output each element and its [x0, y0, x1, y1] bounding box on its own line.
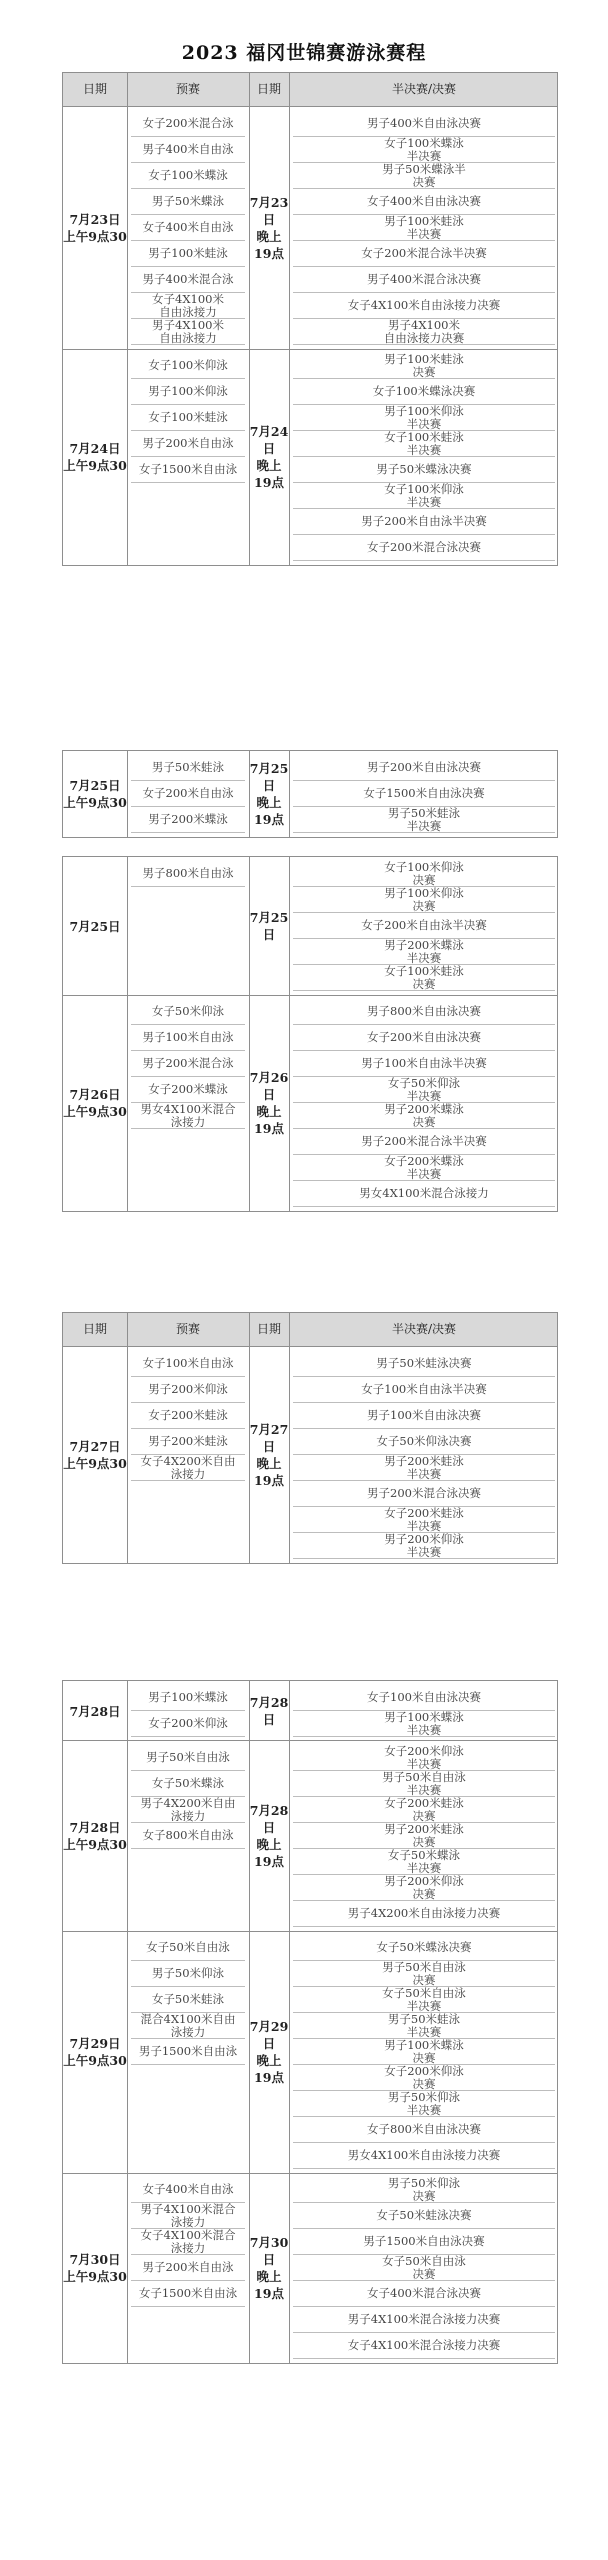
prelim-event: 男子50米蛙泳	[131, 755, 245, 781]
prelim-event: 女子1500米自由泳	[131, 2281, 245, 2307]
final-date-cell: 7月29日 晚上19点	[249, 2019, 289, 2085]
column-divider	[127, 73, 128, 565]
final-event: 女子4X100米自由泳接力决赛	[293, 293, 555, 319]
column-divider	[289, 857, 290, 1211]
final-event: 男子200米混合泳半决赛	[293, 1129, 555, 1155]
column-divider	[289, 751, 290, 837]
final-event: 男子50米蛙泳 半决赛	[293, 2013, 555, 2039]
final-event: 女子50米仰泳 半决赛	[293, 1077, 555, 1103]
final-event: 女子400米自由泳决赛	[293, 189, 555, 215]
schedule-table	[62, 72, 558, 566]
final-event: 女子200米自由泳决赛	[293, 1025, 555, 1051]
prelim-event: 男子50米自由泳	[131, 1745, 245, 1771]
final-event: 男子50米自由泳 半决赛	[293, 1771, 555, 1797]
section-divider	[63, 349, 557, 350]
header-final: 半决赛/决赛	[391, 82, 457, 96]
section-divider	[63, 995, 557, 996]
final-event: 男子100米蛙泳 半决赛	[293, 215, 555, 241]
final-event: 男子4X100米 自由泳接力决赛	[293, 319, 555, 345]
prelim-event: 男子4X200米自由 泳接力	[131, 1797, 245, 1823]
column-divider	[289, 1313, 290, 1563]
final-event: 女子50米蝶泳决赛	[293, 1935, 555, 1961]
final-event: 女子100米仰泳 决赛	[293, 861, 555, 887]
prelim-event: 女子1500米自由泳	[131, 457, 245, 483]
header-prelim: 预赛	[175, 82, 200, 96]
final-event: 男子50米仰泳 半决赛	[293, 2091, 555, 2117]
prelim-event: 女子4X100米混合 泳接力	[131, 2229, 245, 2255]
final-date-cell: 7月24日 晚上19点	[249, 424, 289, 490]
column-divider	[289, 1741, 290, 2363]
final-event: 男子200米蝶泳 半决赛	[293, 939, 555, 965]
final-event: 女子400米混合泳决赛	[293, 2281, 555, 2307]
header-date: 日期	[256, 1322, 281, 1336]
final-date-cell: 7月27日 晚上19点	[249, 1422, 289, 1488]
final-event: 男子1500米自由泳决赛	[293, 2229, 555, 2255]
final-event: 男子50米仰泳 决赛	[293, 2177, 555, 2203]
final-event: 男子100米蝶泳 半决赛	[293, 1711, 555, 1737]
final-event: 女子200米混合泳决赛	[293, 535, 555, 561]
final-date-cell: 7月28日	[249, 1695, 289, 1727]
final-event: 男子50米自由泳 决赛	[293, 1961, 555, 1987]
prelim-date-cell: 7月27日 上午9点30	[63, 1439, 127, 1471]
final-event: 女子200米自由泳半决赛	[293, 913, 555, 939]
prelim-date-cell: 7月29日 上午9点30	[63, 2036, 127, 2068]
prelim-event: 男子100米蛙泳	[131, 241, 245, 267]
page-title: 2023 福冈世锦赛游泳赛程	[181, 42, 427, 64]
final-event: 女子1500米自由泳决赛	[293, 781, 555, 807]
final-date-cell: 7月25日 晚上19点	[249, 761, 289, 827]
final-event: 男子50米蛙泳 半决赛	[293, 807, 555, 833]
column-divider	[249, 73, 250, 565]
prelim-event: 女子200米仰泳	[131, 1711, 245, 1737]
schedule-table	[62, 1312, 558, 1564]
final-date-cell: 7月23日 晚上19点	[249, 195, 289, 261]
prelim-event: 混合4X100米自由 泳接力	[131, 2013, 245, 2039]
final-event: 男子100米仰泳 决赛	[293, 887, 555, 913]
prelim-date-cell: 7月28日 上午9点30	[63, 1820, 127, 1852]
prelim-event: 男子800米自由泳	[131, 861, 245, 887]
prelim-event: 女子50米自由泳	[131, 1935, 245, 1961]
prelim-event: 男女4X100米混合 泳接力	[131, 1103, 245, 1129]
header-prelim: 预赛	[175, 1322, 200, 1336]
prelim-event: 女子100米自由泳	[131, 1351, 245, 1377]
final-event: 女子100米蝶泳决赛	[293, 379, 555, 405]
prelim-date-cell: 7月30日 上午9点30	[63, 2252, 127, 2284]
section-divider	[63, 1931, 557, 1932]
prelim-date-cell: 7月25日 上午9点30	[63, 778, 127, 810]
final-event: 男子100米仰泳 半决赛	[293, 405, 555, 431]
final-event: 男子200米自由泳决赛	[293, 755, 555, 781]
prelim-event: 女子100米蛙泳	[131, 405, 245, 431]
prelim-date-cell: 7月24日 上午9点30	[63, 441, 127, 473]
final-event: 男子200米蝶泳 决赛	[293, 1103, 555, 1129]
final-date-cell: 7月26日 晚上19点	[249, 1070, 289, 1136]
final-event: 男子4X100米混合泳接力决赛	[293, 2307, 555, 2333]
column-divider	[289, 1681, 290, 1741]
final-event: 女子50米自由泳 半决赛	[293, 1987, 555, 2013]
final-event: 男子4X200米自由泳接力决赛	[293, 1901, 555, 1927]
final-event: 女子800米自由泳决赛	[293, 2117, 555, 2143]
prelim-date-cell: 7月26日 上午9点30	[63, 1087, 127, 1119]
section-divider	[63, 2173, 557, 2174]
final-event: 男子100米蛙泳 决赛	[293, 353, 555, 379]
final-event: 男子200米仰泳 决赛	[293, 1875, 555, 1901]
prelim-event: 男子1500米自由泳	[131, 2039, 245, 2065]
prelim-event: 女子200米蛙泳	[131, 1403, 245, 1429]
final-event: 女子50米蝶泳 半决赛	[293, 1849, 555, 1875]
final-date-cell: 7月28日 晚上19点	[249, 1803, 289, 1869]
prelim-event: 男子200米蛙泳	[131, 1429, 245, 1455]
final-event: 男女4X100米混合泳接力	[293, 1181, 555, 1207]
prelim-event: 女子100米仰泳	[131, 353, 245, 379]
prelim-event: 男子400米混合泳	[131, 267, 245, 293]
final-event: 男子50米蝶泳决赛	[293, 457, 555, 483]
final-event: 女子100米蛙泳 决赛	[293, 965, 555, 991]
column-divider	[127, 1741, 128, 2363]
final-event: 男子800米自由泳决赛	[293, 999, 555, 1025]
final-event: 男子100米自由泳决赛	[293, 1403, 555, 1429]
column-divider	[127, 751, 128, 837]
table-header	[63, 73, 557, 107]
prelim-event: 男子200米混合泳	[131, 1051, 245, 1077]
prelim-event: 女子100米蝶泳	[131, 163, 245, 189]
final-event: 男子100米自由泳半决赛	[293, 1051, 555, 1077]
schedule-table	[62, 856, 558, 1212]
final-event: 男子50米蛙泳决赛	[293, 1351, 555, 1377]
schedule-table	[62, 1740, 558, 2364]
prelim-event: 男子4X100米混合 泳接力	[131, 2203, 245, 2229]
prelim-date-cell: 7月23日 上午9点30	[63, 212, 127, 244]
schedule-table	[62, 750, 558, 838]
final-event: 女子200米混合泳半决赛	[293, 241, 555, 267]
prelim-event: 男子100米蝶泳	[131, 1685, 245, 1711]
header-date: 日期	[256, 82, 281, 96]
final-event: 女子100米自由泳半决赛	[293, 1377, 555, 1403]
final-event: 男子200米蛙泳 半决赛	[293, 1455, 555, 1481]
final-event: 男子100米蝶泳 决赛	[293, 2039, 555, 2065]
final-event: 女子200米蝶泳 半决赛	[293, 1155, 555, 1181]
final-event: 女子4X100米混合泳接力决赛	[293, 2333, 555, 2359]
prelim-event: 女子50米蛙泳	[131, 1987, 245, 2013]
header-final: 半决赛/决赛	[391, 1322, 457, 1336]
column-divider	[127, 1681, 128, 1741]
header-date: 日期	[82, 1322, 107, 1336]
prelim-event: 女子200米自由泳	[131, 781, 245, 807]
prelim-date-cell: 7月28日	[69, 1703, 121, 1719]
prelim-event: 女子50米蝶泳	[131, 1771, 245, 1797]
prelim-event: 男子400米自由泳	[131, 137, 245, 163]
final-event: 女子200米蛙泳 半决赛	[293, 1507, 555, 1533]
final-event: 女子200米仰泳 半决赛	[293, 1745, 555, 1771]
prelim-event: 男子100米自由泳	[131, 1025, 245, 1051]
prelim-event: 男子200米自由泳	[131, 2255, 245, 2281]
final-date-cell: 7月25日	[249, 910, 289, 942]
prelim-event: 女子4X100米 自由泳接力	[131, 293, 245, 319]
schedule-table	[62, 1680, 558, 1742]
header-date: 日期	[82, 82, 107, 96]
final-event: 女子50米蛙泳决赛	[293, 2203, 555, 2229]
prelim-event: 男子200米仰泳	[131, 1377, 245, 1403]
table-header	[63, 1313, 557, 1347]
column-divider	[249, 857, 250, 1211]
final-event: 女子200米仰泳 决赛	[293, 2065, 555, 2091]
prelim-event: 男子200米自由泳	[131, 431, 245, 457]
column-divider	[249, 1741, 250, 2363]
prelim-date-cell: 7月25日	[69, 918, 121, 934]
column-divider	[289, 73, 290, 565]
final-event: 男子200米蛙泳 决赛	[293, 1823, 555, 1849]
column-divider	[249, 751, 250, 837]
prelim-event: 男子50米蝶泳	[131, 189, 245, 215]
final-event: 女子50米仰泳决赛	[293, 1429, 555, 1455]
prelim-event: 女子4X200米自由 泳接力	[131, 1455, 245, 1481]
column-divider	[127, 857, 128, 1211]
column-divider	[127, 1313, 128, 1563]
final-event: 男子200米自由泳半决赛	[293, 509, 555, 535]
prelim-event: 女子50米仰泳	[131, 999, 245, 1025]
column-divider	[249, 1313, 250, 1563]
prelim-event: 男子50米仰泳	[131, 1961, 245, 1987]
final-event: 女子100米仰泳 半决赛	[293, 483, 555, 509]
final-event: 女子100米蛙泳 半决赛	[293, 431, 555, 457]
final-event: 女子100米蝶泳 半决赛	[293, 137, 555, 163]
prelim-event: 女子200米蝶泳	[131, 1077, 245, 1103]
final-event: 女子50米自由泳 决赛	[293, 2255, 555, 2281]
final-event: 男子400米自由泳决赛	[293, 111, 555, 137]
prelim-event: 男子4X100米 自由泳接力	[131, 319, 245, 345]
final-date-cell: 7月30日 晚上19点	[249, 2235, 289, 2301]
final-event: 男女4X100米自由泳接力决赛	[293, 2143, 555, 2169]
prelim-event: 女子200米混合泳	[131, 111, 245, 137]
prelim-event: 女子400米自由泳	[131, 215, 245, 241]
final-event: 女子100米自由泳决赛	[293, 1685, 555, 1711]
final-event: 男子400米混合泳决赛	[293, 267, 555, 293]
prelim-event: 男子100米仰泳	[131, 379, 245, 405]
final-event: 男子200米仰泳 半决赛	[293, 1533, 555, 1559]
prelim-event: 女子400米自由泳	[131, 2177, 245, 2203]
final-event: 男子50米蝶泳半 决赛	[293, 163, 555, 189]
final-event: 男子200米混合泳决赛	[293, 1481, 555, 1507]
final-event: 女子200米蛙泳 决赛	[293, 1797, 555, 1823]
prelim-event: 男子200米蝶泳	[131, 807, 245, 833]
column-divider	[249, 1681, 250, 1741]
prelim-event: 女子800米自由泳	[131, 1823, 245, 1849]
